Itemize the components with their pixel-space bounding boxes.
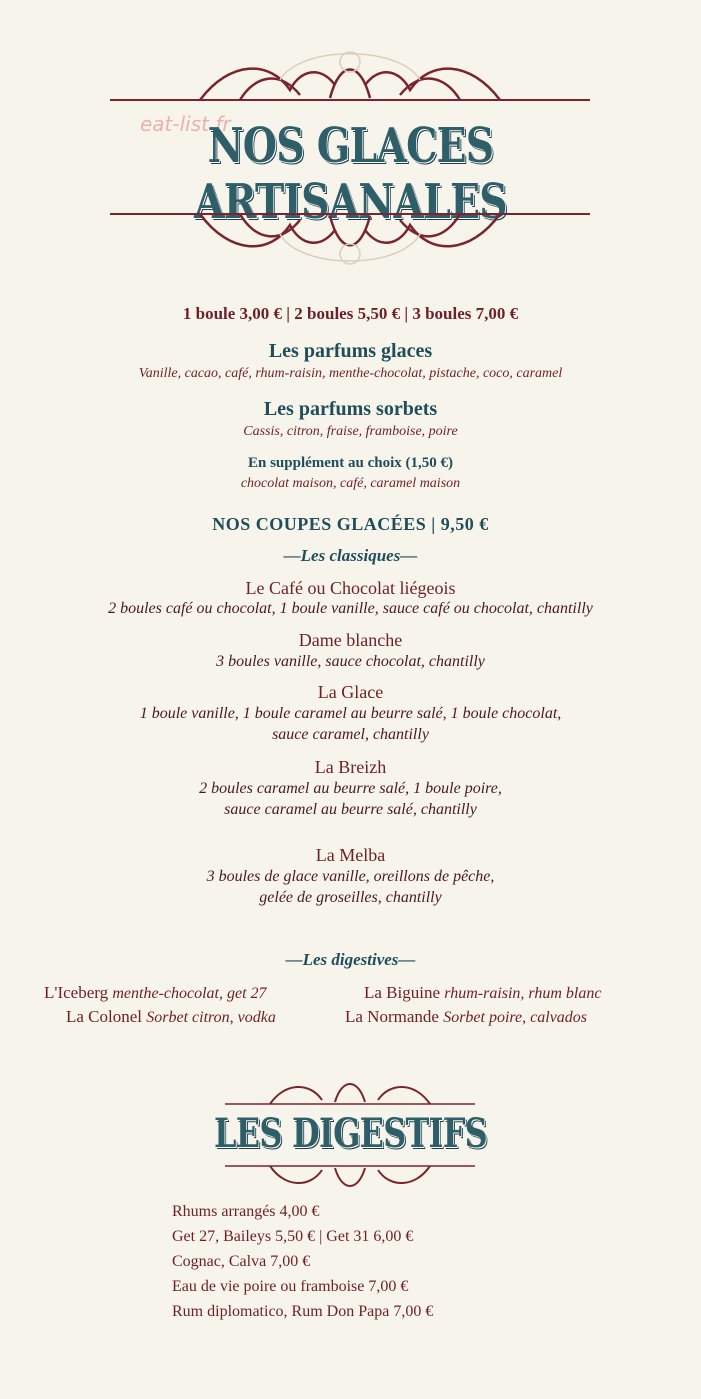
digestif-item: Eau de vie poire ou framboise 7,00 € bbox=[172, 1278, 409, 1295]
digestive-item bbox=[364, 983, 601, 1003]
coupe-desc: sauce caramel, chantilly bbox=[272, 726, 429, 743]
page-title: NOS GLACES ARTISANALES bbox=[194, 118, 507, 230]
digestive-desc: Sorbet poire, calvados bbox=[443, 1009, 588, 1026]
watermark: eat-list.fr bbox=[140, 112, 231, 136]
digestif-item: Cognac, Calva 7,00 € bbox=[172, 1253, 311, 1270]
digestive-item bbox=[66, 1007, 276, 1027]
parfums-sorbets-heading: Les parfums sorbets bbox=[263, 398, 438, 420]
classiques-heading: —Les classiques— bbox=[283, 546, 418, 565]
coupe-desc: 2 boules caramel au beurre salé, 1 boule poire, bbox=[199, 780, 502, 797]
digestif-item: Get 27, Baileys 5,50 € | Get 31 6,00 € bbox=[172, 1228, 414, 1245]
digestive-name: La Biguine bbox=[364, 983, 441, 1002]
digestifs-title: LES DIGESTIFS bbox=[214, 1110, 487, 1157]
scoop-prices: 1 boule 3,00 € | 2 boules 5,50 € | 3 boules 7,00 € bbox=[182, 304, 519, 323]
coupe-name: La Melba bbox=[315, 845, 386, 865]
digestifs-top-ornament bbox=[0, 1072, 701, 1112]
parfums-glaces-list: Vanille, cacao, café, rhum-raisin, menthe-chocolat, pistache, coco, caramel bbox=[138, 366, 563, 381]
digestive-desc: Sorbet citron, vodka bbox=[146, 1009, 276, 1026]
coupe-desc: 3 boules de glace vanille, oreillons de pêche, bbox=[206, 868, 495, 885]
coupes-heading: NOS COUPES GLACÉES | 9,50 € bbox=[212, 514, 489, 534]
coupe-name: La Glace bbox=[317, 682, 384, 702]
coupe-desc: sauce caramel au beurre salé, chantilly bbox=[224, 801, 477, 818]
title-underline-ornament bbox=[0, 200, 701, 280]
coupe-desc: 1 boule vanille, 1 boule caramel au beurre salé, 1 boule chocolat, bbox=[139, 705, 562, 722]
digestif-item: Rum diplomatico, Rum Don Papa 7,00 € bbox=[172, 1303, 434, 1320]
coupe-name: Le Café ou Chocolat liégeois bbox=[245, 578, 456, 598]
digestive-name: La Colonel bbox=[66, 1007, 143, 1026]
digestive-name: L'Iceberg bbox=[44, 983, 109, 1002]
parfums-sorbets-list: Cassis, citron, fraise, framboise, poire bbox=[243, 424, 458, 439]
coupe-name: Dame blanche bbox=[298, 630, 403, 650]
coupe-name: La Breizh bbox=[314, 757, 387, 777]
digestif-item: Rhums arrangés 4,00 € bbox=[172, 1203, 320, 1220]
digestive-item bbox=[44, 983, 267, 1003]
digestifs-bottom-ornament bbox=[0, 1160, 701, 1200]
parfums-glaces-heading: Les parfums glaces bbox=[268, 340, 433, 362]
digestive-item bbox=[345, 1007, 587, 1027]
coupe-desc: gelée de groseilles, chantilly bbox=[259, 889, 442, 906]
digestive-name: La Normande bbox=[345, 1007, 439, 1026]
coupe-desc: 2 boules café ou chocolat, 1 boule vanille, sauce café ou chocolat, chantilly bbox=[108, 600, 593, 617]
digestive-desc: rhum-raisin, rhum blanc bbox=[444, 985, 602, 1002]
digestive-desc: menthe-chocolat, get 27 bbox=[112, 985, 267, 1002]
digestives-heading: —Les digestives— bbox=[285, 950, 416, 969]
supplement-heading: En supplément au choix (1,50 €) bbox=[247, 455, 454, 471]
coupe-desc: 3 boules vanille, sauce chocolat, chantilly bbox=[216, 653, 485, 670]
supplement-list: chocolat maison, café, caramel maison bbox=[240, 476, 461, 491]
